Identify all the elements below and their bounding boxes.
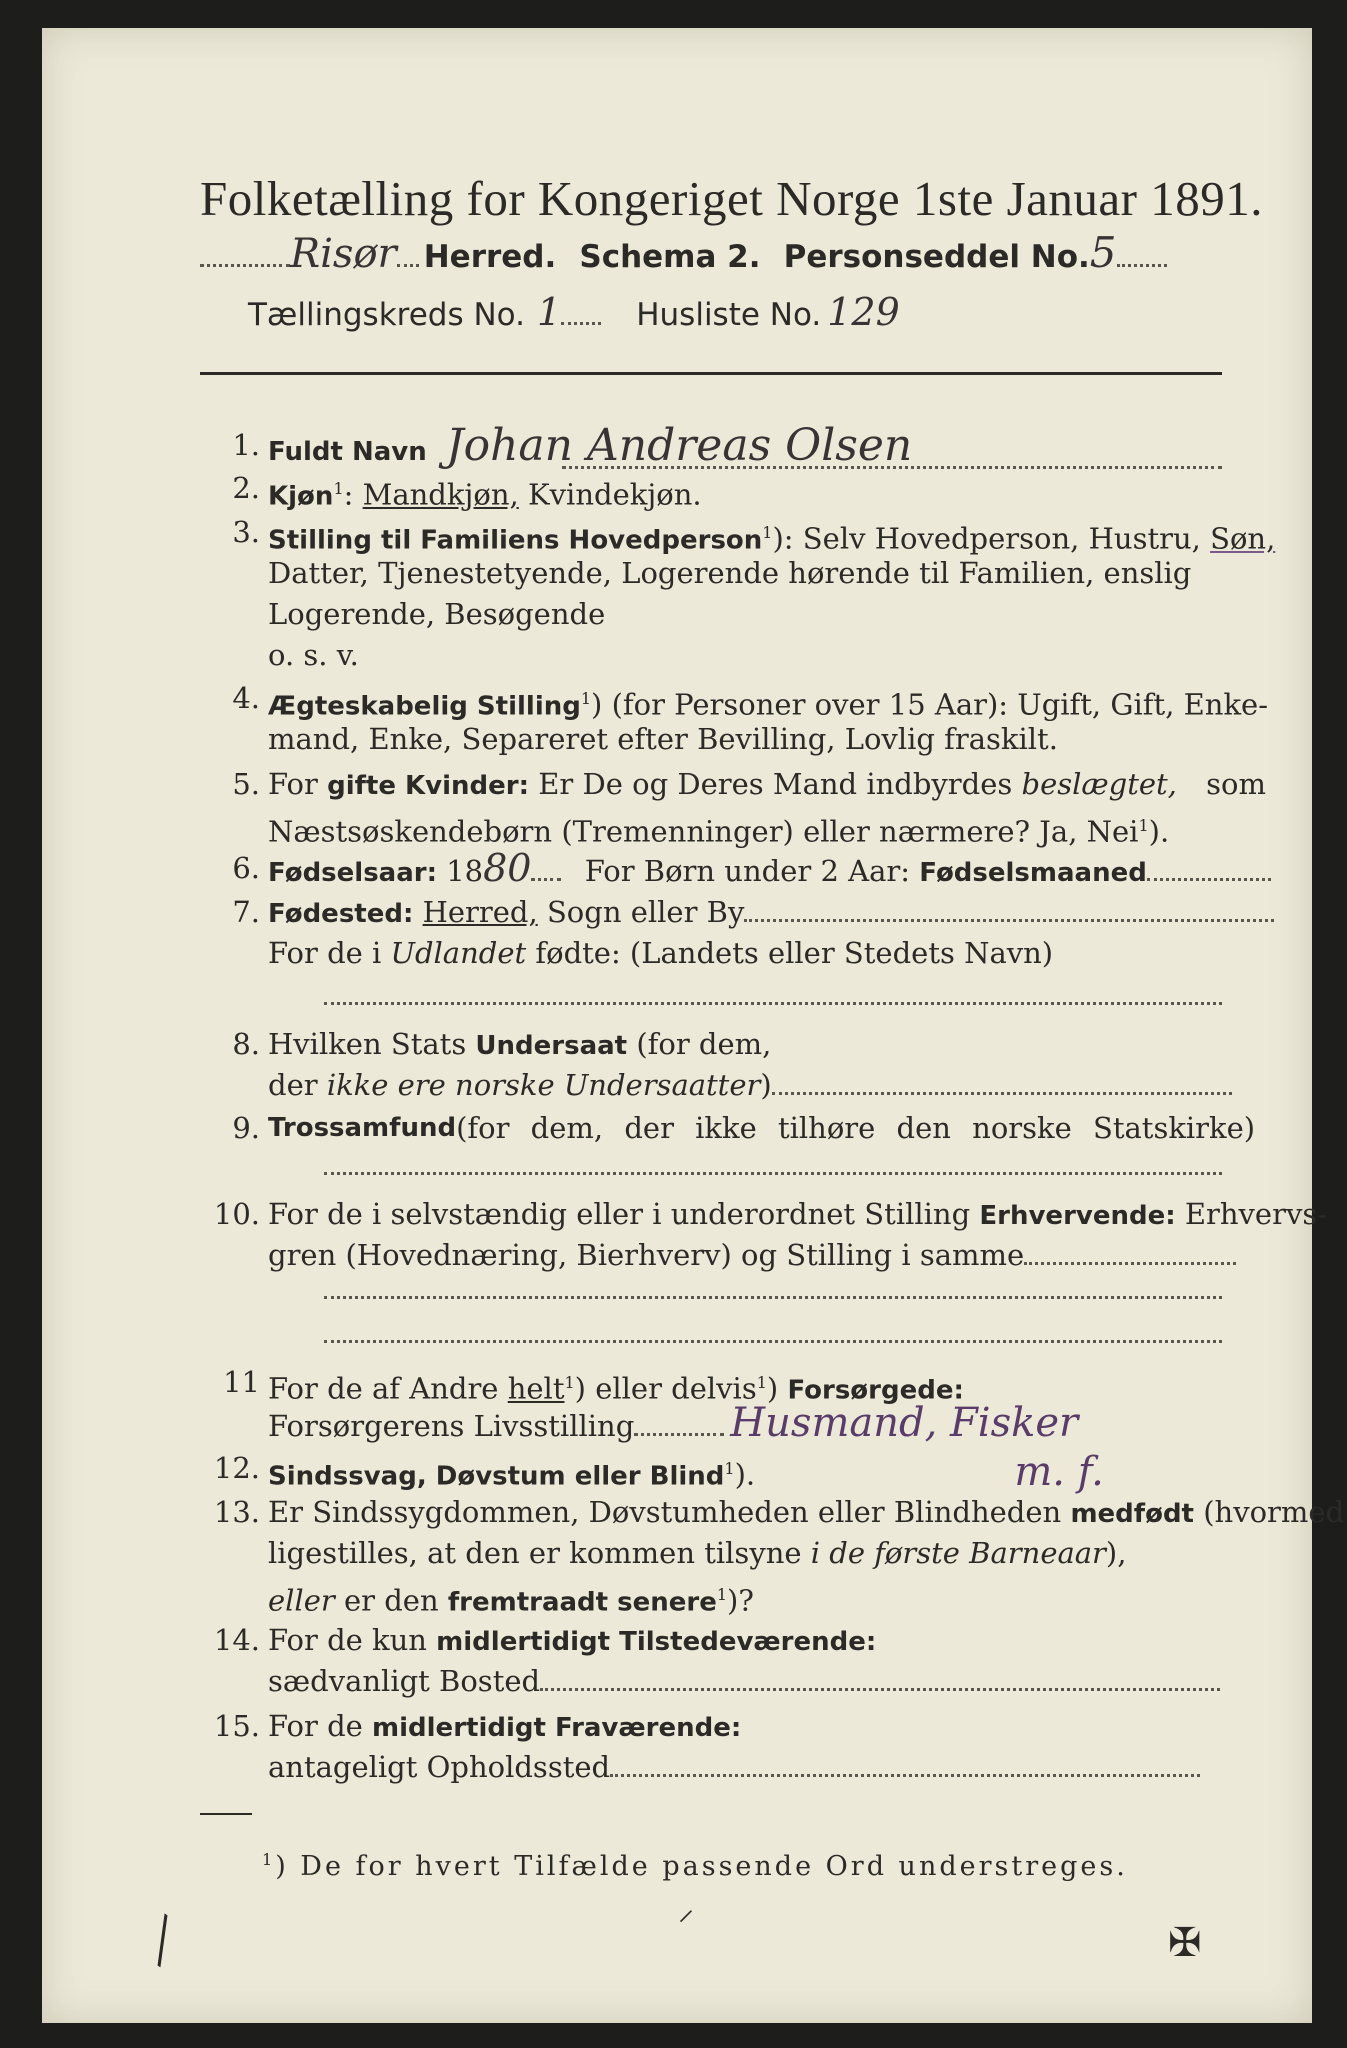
husliste-label: Husliste No.	[636, 297, 822, 333]
item-text: Sogn eller By	[546, 895, 745, 929]
dotted-line	[324, 1002, 1222, 1005]
dotted-line	[324, 1172, 1222, 1175]
item-text: Hvilken Stats	[268, 1027, 467, 1061]
temp-absent-label: midlertidigt Fraværende:	[372, 1713, 742, 1743]
pen-mark-icon: ⸍	[678, 1903, 695, 1941]
herred-label: Herred.	[423, 239, 557, 275]
item-text: (for dem, der ikke tilhøre den norske Statskirke)	[456, 1111, 1256, 1145]
item-text: For de af Andre	[268, 1371, 499, 1406]
item-text: er den	[343, 1583, 439, 1618]
item-text: For de	[268, 1709, 363, 1743]
item-number: 12.	[213, 1451, 260, 1485]
birth-month-label: Fødselsmaaned	[919, 858, 1147, 888]
item-number: 10.	[213, 1197, 260, 1231]
temp-present-label: midlertidigt Tilstedeværende:	[436, 1627, 877, 1657]
item-number: 11	[223, 1365, 260, 1399]
item-text: ) eller delvis	[574, 1371, 757, 1406]
punct: :	[343, 477, 354, 512]
personseddel-label: Personseddel No.	[783, 239, 1090, 275]
punct: ).	[734, 1457, 756, 1492]
item-text: Er De og Deres Mand indbyrdes	[538, 767, 1013, 801]
provided-label: Forsørgede:	[787, 1375, 964, 1406]
item-text: Udlandet	[390, 936, 527, 970]
footnote-ref: 1	[564, 1373, 575, 1392]
disability-label: Sindssvag, Døvstum eller Blind	[268, 1461, 725, 1492]
dotted-line	[324, 1340, 1222, 1343]
item-number: 3.	[232, 515, 260, 549]
schema-label: Schema 2.	[579, 239, 761, 275]
subject-label: Undersaat	[475, 1031, 628, 1061]
herred-value: Risør	[290, 231, 397, 277]
birth-year-prefix: 18	[446, 854, 484, 888]
kreds-line	[248, 290, 900, 334]
footnote-ref: 1	[1138, 816, 1149, 835]
item-number: 8.	[232, 1027, 260, 1061]
footnote-ref: 1	[333, 479, 344, 498]
provider-occupation-value: Husmand, Fisker	[730, 1400, 1079, 1446]
option-son: Søn,	[1210, 521, 1276, 556]
header-rule	[200, 372, 1222, 375]
gender-label: Kjøn	[268, 481, 334, 512]
punct: )	[766, 1371, 779, 1406]
item-text: gren (Hovednæring, Bierhverv) og Stilling i samme	[268, 1238, 1025, 1272]
item-text: ikke ere norske Undersaatter	[326, 1068, 761, 1102]
item-text: (for dem,	[636, 1027, 772, 1061]
married-women-label: gifte Kvinder:	[327, 771, 530, 801]
form-title: Folketælling for Kongeriget Norge 1ste Januar 1891.	[200, 171, 1263, 226]
item-number: 9.	[232, 1111, 260, 1145]
item-number: 1.	[232, 428, 260, 462]
item-text: Erhvervs-	[1184, 1197, 1328, 1231]
item-text: (hvormed	[1203, 1495, 1345, 1529]
footnote-ref: 1	[762, 523, 773, 542]
congenital-label: medfødt	[1070, 1499, 1194, 1529]
item-text: sædvanligt Bosted	[268, 1664, 541, 1698]
item-text: Er Sindssygdommen, Døvstumheden eller Blindheden	[268, 1495, 1062, 1529]
item-number: 13.	[213, 1495, 260, 1529]
item-number: 15.	[213, 1709, 260, 1743]
occupation-label: Erhvervende:	[979, 1201, 1176, 1231]
item-number: 6.	[232, 851, 260, 885]
religion-label: Trossamfund	[268, 1113, 457, 1143]
disability-value: m. f.	[1014, 1448, 1104, 1495]
item-text: eller	[268, 1583, 335, 1618]
option-herred: Herred,	[422, 895, 538, 929]
kreds-label: Tællingskreds No.	[248, 297, 525, 333]
punct: ),	[1105, 1536, 1127, 1570]
marital-status-label: Ægteskabelig Stilling	[268, 691, 581, 722]
item-text: der	[268, 1068, 318, 1102]
item-text: For	[268, 767, 318, 801]
item-number: 2.	[232, 471, 260, 505]
birth-year-value: 80	[483, 846, 532, 890]
item-text: Næstsøskendebørn (Tremenninger) eller nærmere? Ja, Nei	[268, 814, 1139, 849]
item-text: i de første Barneaar	[810, 1536, 1106, 1570]
item-text: Datter, Tjenestetyende, Logerende hørende til Familien, enslig	[268, 556, 1192, 590]
item-text: o. s. v.	[268, 638, 359, 672]
footnote-rule	[200, 1813, 252, 1815]
birthplace-label: Fødested:	[268, 899, 414, 929]
item-text: ligestilles, at den er kommen tilsyne	[268, 1536, 802, 1570]
item-text: mand, Enke, Separeret efter Bevilling, Lovlig fraskilt.	[268, 722, 1058, 756]
item-text: For de i	[268, 936, 382, 970]
later-onset-label: fremtraadt senere	[447, 1587, 717, 1618]
item-number: 4.	[232, 681, 260, 715]
footnote-ref: 1	[716, 1585, 728, 1604]
punct: )	[760, 1068, 772, 1102]
item-text: For de i selvstændig eller i underordnet Stilling	[268, 1197, 971, 1231]
kreds-value: 1	[536, 290, 562, 334]
dotted-line	[324, 1296, 1222, 1299]
pen-mark-icon: ✠	[1168, 1920, 1202, 1966]
punct: )?	[727, 1583, 754, 1618]
herred-line	[200, 228, 1222, 277]
gender-option-male: Mandkjøn,	[362, 477, 519, 512]
footnote	[262, 1850, 1128, 1882]
item-number: 5.	[232, 767, 260, 801]
item-number: 7.	[232, 895, 260, 929]
item-text: For Børn under 2 Aar:	[584, 854, 911, 888]
full-name-label: Fuldt Navn	[268, 437, 427, 467]
family-position-label: Stilling til Familiens Hovedperson	[268, 525, 763, 556]
item-text: For de kun	[268, 1623, 427, 1657]
option-helt: helt	[507, 1371, 565, 1406]
item-text: som	[1206, 767, 1266, 801]
item-text: ) (for Personer over 15 Aar): Ugift, Gift, Enke-	[591, 687, 1269, 722]
item-number: 14.	[213, 1623, 260, 1657]
footnote-text: ) De for hvert Tilfælde passende Ord understreges.	[275, 1851, 1128, 1882]
item-text: Logerende, Besøgende	[268, 597, 606, 631]
item-text: antageligt Opholdssted	[268, 1750, 611, 1784]
birth-year-label: Fødselsaar:	[268, 858, 437, 888]
item-text: Forsørgerens Livsstilling	[268, 1409, 635, 1443]
footnote-ref: 1	[262, 1850, 276, 1869]
personseddel-value: 5	[1089, 228, 1117, 277]
pen-mark-icon: ╲	[138, 1915, 186, 1967]
husliste-value: 129	[827, 290, 900, 334]
item-text: beslægtet,	[1021, 767, 1177, 801]
footnote-ref: 1	[756, 1373, 767, 1392]
item-text: fødte: (Landets eller Stedets Navn)	[535, 936, 1054, 970]
footnote-ref: 1	[580, 689, 592, 708]
item-text: ): Selv Hovedperson, Hustru,	[772, 521, 1201, 556]
punct: ).	[1148, 814, 1170, 849]
full-name-value: Johan Andreas Olsen	[445, 420, 913, 471]
footnote-ref: 1	[724, 1459, 735, 1478]
gender-option-female: Kvindekjøn.	[528, 477, 702, 512]
